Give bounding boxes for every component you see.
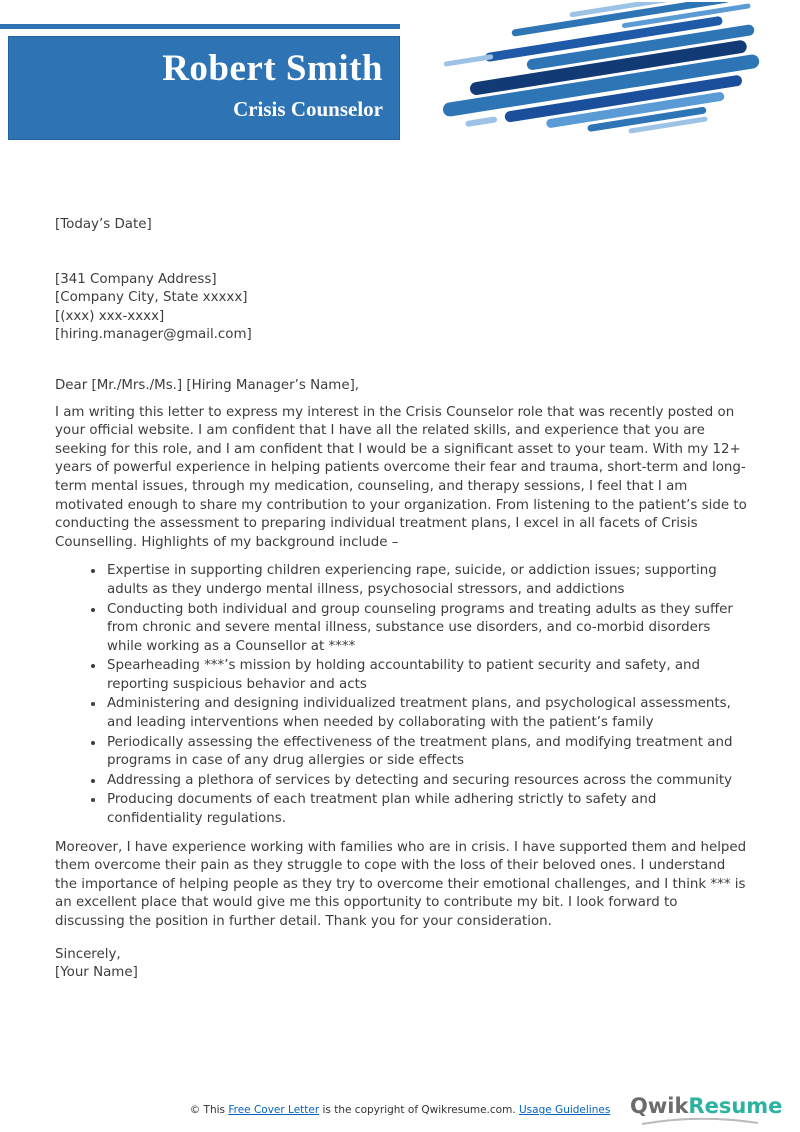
highlight-item: • Spearheading ***’s mission by holding accountability to patient security and safety, and reporting suspicious behavior and acts [105, 657, 747, 694]
highlight-item: • Conducting both individual and group counseling programs and treating adults as they suffer from chronic and severe mental illness, substance use disorders, and co-morbid disorders while working as a Counsellor at **** [105, 601, 747, 657]
footer-text-middle: is the copyright of Qwikresume.com. [319, 1104, 519, 1116]
highlight-item: • Expertise in supporting children experiencing rape, suicide, or addiction issues; supporting adults as they undergo mental illness, psychosocial stressors, and addictions [105, 562, 747, 599]
highlights-list [55, 562, 747, 828]
qwikresume-logo [630, 1094, 783, 1126]
closing-word: Sincerely, [55, 946, 121, 962]
usage-guidelines-link[interactable]: Usage Guidelines [519, 1104, 611, 1116]
qwikresume-logo-text-gray: Qwik [630, 1094, 689, 1118]
highlight-item: • Periodically assessing the effectiveness of the treatment plans, and modifying treatment and programs in case of any drug allergies or side effects [105, 734, 747, 771]
letter-body [55, 216, 747, 983]
company-address-block [55, 271, 747, 345]
footer-text-prefix: © This [189, 1104, 229, 1116]
date-line: [Today’s Date] [55, 217, 152, 232]
address-line: [hiring.manager@gmail.com] [55, 327, 252, 343]
address-line: [341 Company Address] [55, 271, 217, 287]
candidate-title: Crisis Counselor [233, 96, 383, 121]
candidate-name: Robert Smith [162, 48, 383, 89]
address-line: [Company City, State xxxxx] [55, 290, 248, 306]
highlight-item: • Administering and designing individualized treatment plans, and psychological assessments, and leading interventions when needed by collaborating with the patient’s family [105, 695, 747, 732]
highlight-item: • Producing documents of each treatment plan while adhering strictly to safety and confidentiality regulations. [105, 791, 747, 828]
signature-placeholder: [Your Name] [55, 965, 138, 981]
salutation: Dear [Mr./Mrs./Ms.] [Hiring Manager’s Name], [55, 377, 360, 393]
header-accent-strip [0, 24, 400, 29]
blue-streaks-logo-icon [430, 2, 790, 154]
highlight-item: • Addressing a plethora of services by detecting and securing resources across the community [105, 772, 747, 791]
address-line: [(xxx) xxx-xxxx] [55, 308, 165, 324]
header-name-box [8, 36, 400, 140]
gray-swoosh-icon [640, 1118, 760, 1126]
closing-paragraph: Moreover, I have experience working with families who are in crisis. I have supported them and helped them overcome their pain as they struggle to cope with the loss of their beloved ones. I understand the importance of helping people as they try to overcome their emotional challenges, and I think *** is an excellent place that would give me this opportunity to contribute my bit. I look forward to discussing the position in further detail. Thank you for your consideration. [55, 839, 747, 929]
qwikresume-logo-text-teal: Resume [688, 1094, 783, 1118]
free-cover-letter-link[interactable]: Free Cover Letter [228, 1104, 320, 1116]
intro-paragraph: I am writing this letter to express my interest in the Crisis Counselor role that was recently posted on your official website. I am confident that I have all the related skills, and experience that you are seeking for this role, and I am confident that I would be a significant asset to your team. With my 12+ years of powerful experience in helping patients overcome their fear and trauma, short-term and long-term mental issues, through my medication, counseling, and therapy sessions, I feel that I am motivated enough to share my contribution to your organization. From listening to the patient’s side to conducting the assessment to preparing individual treatment plans, I excel in all facets of Crisis Counselling. Highlights of my background include – [55, 404, 747, 550]
